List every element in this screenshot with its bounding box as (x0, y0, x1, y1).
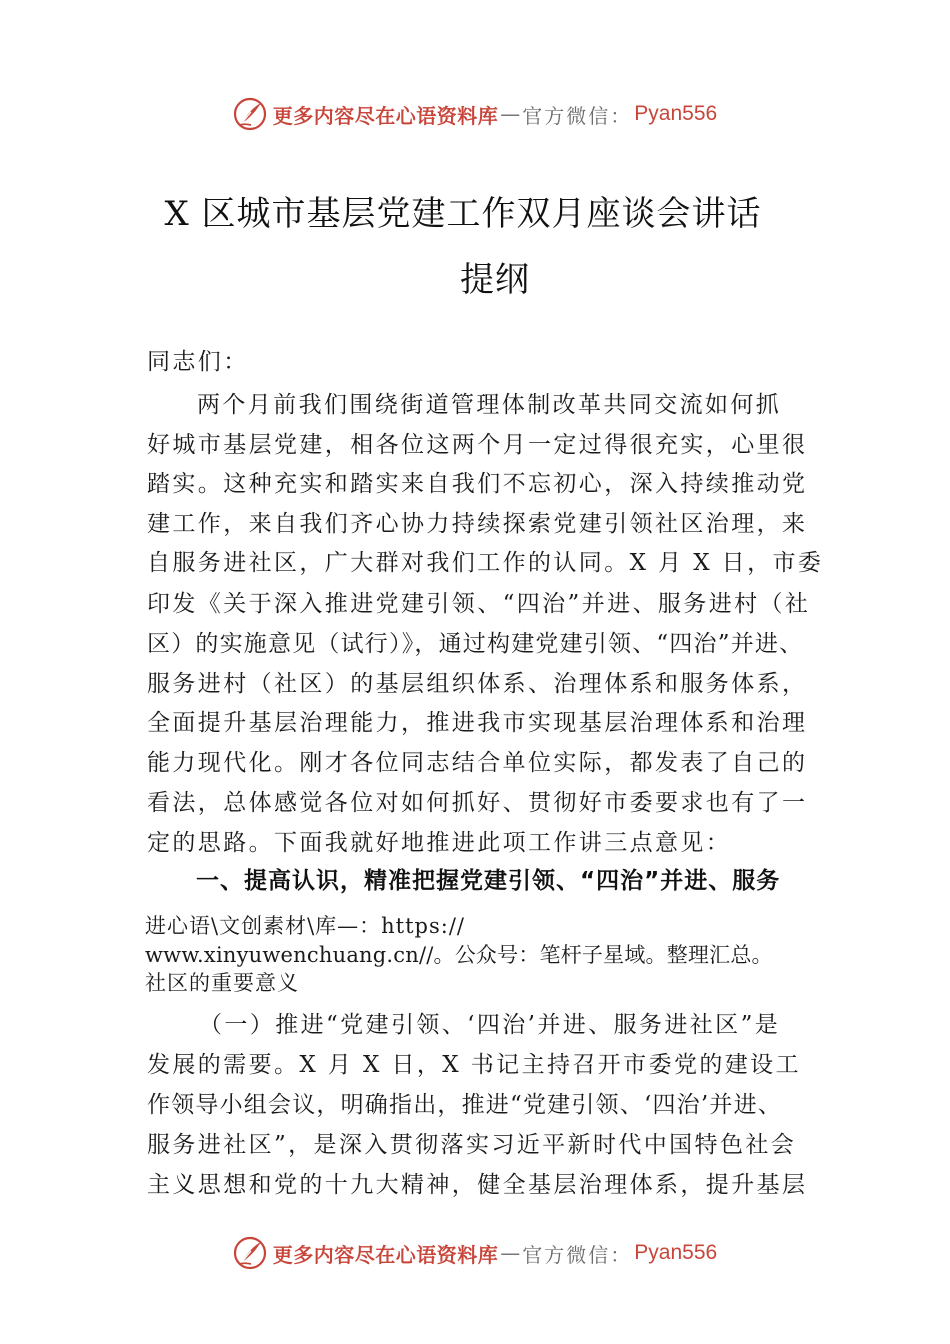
paragraph-line: 服务进社区”，是深入贯彻落实习近平新时代中国特色社会 (147, 1132, 797, 1158)
source-note-line: www.xinyuwenchuang.cn//。公众号：笔杆子星域。整理汇总。 (145, 943, 773, 967)
quill-logo-icon (233, 97, 267, 131)
banner-main-text: 更多内容尽在心语资料库 (272, 1242, 499, 1267)
page-title-line-2: 提纲 (460, 260, 530, 300)
paragraph-line: 踏实。这种充实和踏实来自我们不忘初心，深入持续推动党 (147, 471, 808, 497)
banner-separator: — (500, 102, 521, 126)
paragraph-line: 发展的需要。X 月 X 日，X 书记主持召开市委党的建设工 (147, 1052, 801, 1078)
header-watermark-banner (0, 94, 950, 134)
paragraph-line: 能力现代化。刚才各位同志结合单位实际，都发表了自己的 (147, 750, 808, 776)
paragraph-line: 两个月前我们围绕街道管理体制改革共同交流如何抓 (197, 392, 782, 418)
banner-wechat-id: Pyan556 (634, 102, 718, 125)
paragraph-line: 看法，总体感觉各位对如何抓好、贯彻好市委要求也有了一 (147, 790, 808, 816)
paragraph-line: 建工作，来自我们齐心协力持续探索党建引领社区治理，来 (147, 511, 808, 537)
paragraph-line: 好城市基层党建，相各位这两个月一定过得很充实，心里很 (147, 432, 808, 458)
source-note-line: 社区的重要意义 (145, 971, 299, 995)
banner-separator: — (500, 1241, 521, 1265)
paragraph-line: 自服务进社区，广大群对我们工作的认同。X 月 X 日，市委 (147, 550, 824, 576)
section-heading-1: 一、提高认识，精准把握党建引领、“四治”并进、服务 (196, 868, 781, 894)
banner-main-text: 更多内容尽在心语资料库 (272, 103, 499, 128)
source-note-line: 进心语\文创素材\库—：https:// (145, 914, 465, 938)
salutation: 同志们： (147, 349, 249, 375)
paragraph-line: 全面提升基层治理能力，推进我市实现基层治理体系和治理 (147, 710, 808, 736)
paragraph-line: 服务进村（社区）的基层组织体系、治理体系和服务体系， (147, 671, 808, 697)
paragraph-line: 主义思想和党的十九大精神，健全基层治理体系，提升基层 (147, 1172, 808, 1198)
banner-wechat-id: Pyan556 (634, 1241, 718, 1264)
quill-logo-icon (233, 1236, 267, 1270)
paragraph-line: 作领导小组会议，明确指出，推进“党建引领、‘四治’并进、 (147, 1092, 782, 1118)
paragraph-line: 定的思路。下面我就好地推进此项工作讲三点意见： (147, 830, 732, 856)
page-title-line-1: X 区城市基层党建工作双月座谈会讲话 (164, 194, 762, 234)
banner-wechat-label: 官方微信： (522, 1242, 633, 1267)
banner-wechat-label: 官方微信： (522, 103, 633, 128)
paragraph-line: 区）的实施意见（试行）》，通过构建党建引领、“四治”并进、 (147, 631, 804, 657)
footer-watermark-banner (0, 1233, 950, 1273)
paragraph-line: （一）推进“党建引领、‘四治’并进、服务进社区”是 (199, 1012, 781, 1038)
paragraph-line: 印发《关于深入推进党建引领、“四治”并进、服务进村（社 (147, 591, 811, 617)
